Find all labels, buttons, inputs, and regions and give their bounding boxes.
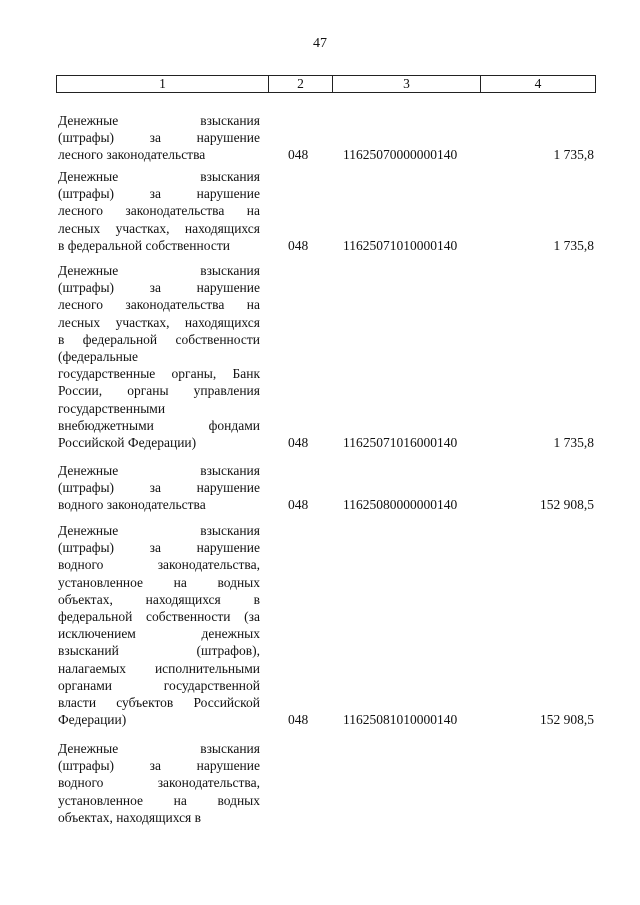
description-line: установленное на водных [58, 792, 260, 808]
row-description [58, 112, 260, 164]
description-line: Федерации) [58, 712, 127, 728]
description-line: Российской Федерации) [58, 435, 197, 451]
description-line: налагаемых исполнительными [58, 660, 260, 676]
description-line: органами государственной [58, 677, 260, 693]
page-number: 47 [313, 36, 327, 51]
description-line: государственными [58, 400, 166, 416]
amount-value: 1 735,8 [553, 237, 594, 253]
description-line: (штрафы) за нарушение [58, 758, 260, 774]
admin-code: 048 [288, 497, 309, 513]
admin-code: 048 [288, 712, 309, 728]
header-col-2: 2 [269, 76, 333, 92]
description-line: федеральной собственности (за [58, 609, 260, 625]
table-row [58, 462, 596, 514]
description-line: Денежные взыскания [58, 463, 260, 478]
description-line: в федеральной собственности [58, 237, 230, 253]
description-line: объектах, находящихся в [58, 809, 202, 825]
description-line: взысканий (штрафов), [58, 643, 260, 659]
amount-value: 1 735,8 [553, 147, 594, 163]
description-line: лесных участках, находящихся [58, 220, 260, 236]
description-line: (федеральные [58, 349, 138, 365]
table-row [58, 262, 596, 451]
amount-value: 152 908,5 [540, 712, 594, 728]
description-line: лесного законодательства [58, 147, 206, 163]
description-line: лесного законодательства на [58, 203, 260, 219]
description-line: Денежные взыскания [58, 741, 260, 756]
description-line: (штрафы) за нарушение [58, 186, 260, 202]
description-line: исключением денежных [58, 626, 260, 642]
description-line: водного законодательства, [58, 775, 260, 791]
budget-code: 11625081010000140 [343, 712, 458, 728]
table-row [58, 740, 596, 826]
description-line: лесных участках, находящихся [58, 314, 260, 330]
budget-code: 11625071016000140 [343, 434, 458, 450]
description-line: Денежные взыскания [58, 523, 260, 538]
description-line: (штрафы) за нарушение [58, 130, 260, 146]
row-description [58, 740, 260, 826]
admin-code: 048 [288, 434, 309, 450]
description-line: (штрафы) за нарушение [58, 540, 260, 556]
budget-code: 11625071010000140 [343, 237, 458, 253]
description-line: водного законодательства, [58, 557, 260, 573]
admin-code: 048 [288, 237, 309, 253]
row-description [58, 262, 260, 451]
description-line: водного законодательства [58, 497, 206, 513]
amount-value: 152 908,5 [540, 497, 594, 513]
description-line: Денежные взыскания [58, 169, 260, 184]
description-line: (штрафы) за нарушение [58, 280, 260, 296]
budget-code: 11625070000000140 [343, 147, 458, 163]
table-row [58, 522, 596, 728]
description-line: России, органы управления [58, 383, 260, 399]
description-line: в федеральной собственности [58, 331, 260, 347]
description-line: власти субъектов Российской [58, 695, 260, 711]
header-col-1: 1 [57, 76, 269, 92]
description-line: установленное на водных [58, 574, 260, 590]
table-row [58, 112, 596, 164]
description-line: Денежные взыскания [58, 113, 260, 128]
description-line: внебюджетными фондами [58, 417, 260, 433]
description-line: (штрафы) за нарушение [58, 480, 260, 496]
description-line: объектах, находящихся в [58, 591, 260, 607]
row-description [58, 522, 260, 728]
budget-code: 11625080000000140 [343, 497, 458, 513]
description-line: Денежные взыскания [58, 263, 260, 278]
description-line: государственные органы, Банк [58, 366, 260, 382]
amount-value: 1 735,8 [553, 434, 594, 450]
table-header [56, 75, 596, 93]
row-description [58, 168, 260, 254]
header-col-4: 4 [534, 76, 542, 91]
table-row [58, 168, 596, 254]
description-line: лесного законодательства на [58, 297, 260, 313]
row-description [58, 462, 260, 514]
admin-code: 048 [288, 147, 309, 163]
header-col-3: 3 [333, 76, 481, 92]
